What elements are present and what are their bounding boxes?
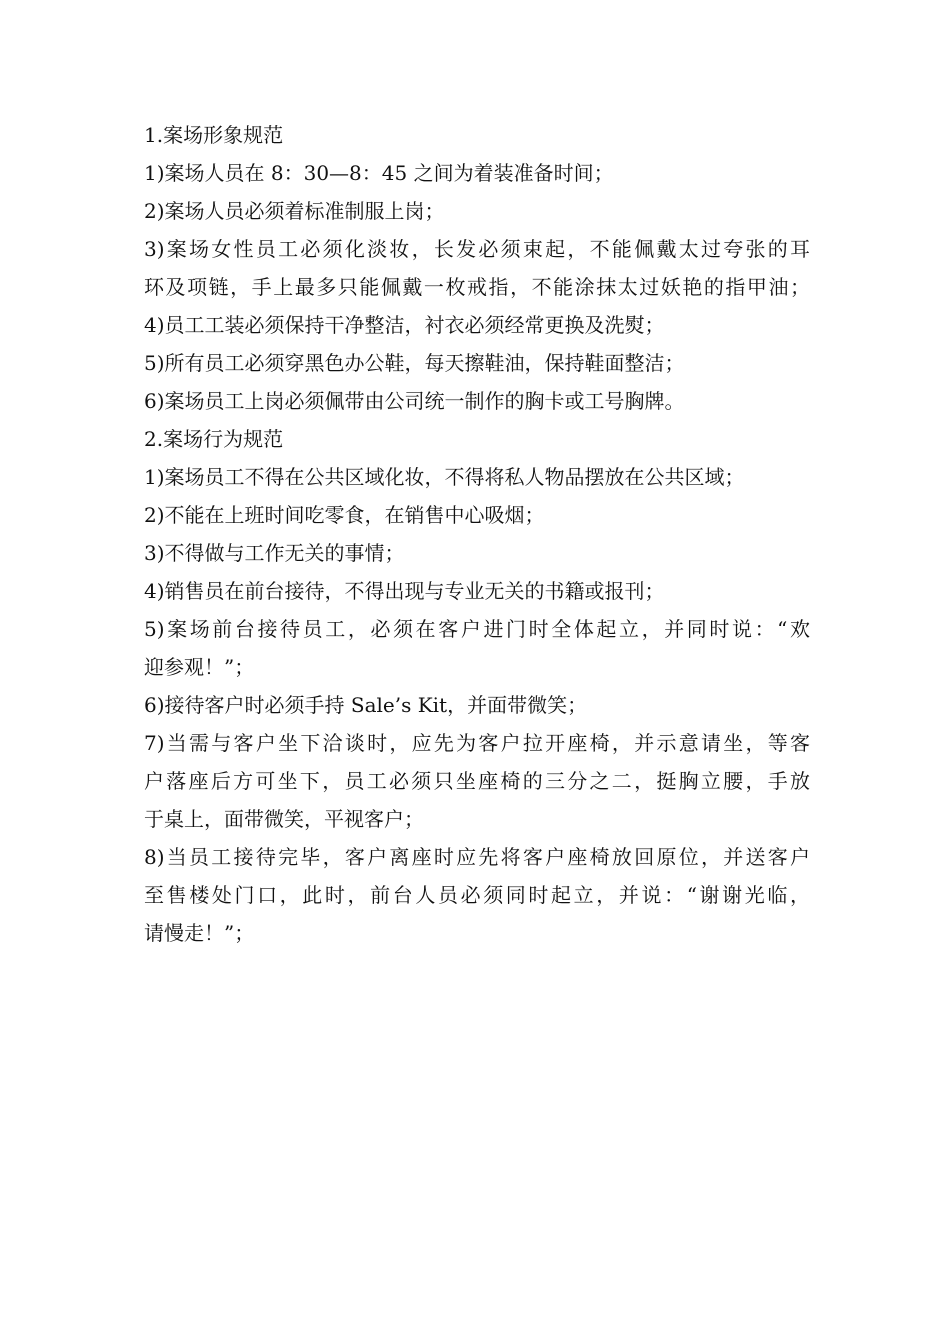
paragraph-line: 环及项链，手上最多只能佩戴一枚戒指，不能涂抹太过妖艳的指甲油； <box>144 275 810 299</box>
paragraph-line: 户落座后方可坐下，员工必须只坐座椅的三分之二，挺胸立腰，手放 <box>144 769 810 793</box>
paragraph-line: 4)员工工装必须保持干净整洁，衬衣必须经常更换及洗熨； <box>144 313 665 337</box>
paragraph-line: 至售楼处门口，此时，前台人员必须同时起立，并说：“谢谢光临， <box>144 883 810 907</box>
paragraph-line: 6)接待客户时必须手持 Sale’s Kit，并面带微笑； <box>144 693 588 717</box>
document-body <box>144 116 810 952</box>
paragraph-line: 于桌上，面带微笑，平视客户； <box>144 807 424 831</box>
paragraph-line: 7)当需与客户坐下洽谈时，应先为客户拉开座椅，并示意请坐，等客 <box>144 731 810 755</box>
paragraph-line: 1)案场员工不得在公共区域化妆，不得将私人物品摆放在公共区域； <box>144 465 745 489</box>
paragraph-line: 2)不能在上班时间吃零食，在销售中心吸烟； <box>144 503 545 527</box>
section-heading-behavior-standards: 2.案场行为规范 <box>144 427 284 451</box>
paragraph-line: 3)案场女性员工必须化淡妆，长发必须束起，不能佩戴太过夸张的耳 <box>144 237 810 261</box>
paragraph-line: 2)案场人员必须着标准制服上岗； <box>144 199 445 223</box>
paragraph-line: 迎参观！”； <box>144 655 255 679</box>
paragraph-line: 5)案场前台接待员工，必须在客户进门时全体起立，并同时说：“欢 <box>144 617 810 641</box>
paragraph-line: 3)不得做与工作无关的事情； <box>144 541 405 565</box>
paragraph-line: 8)当员工接待完毕，客户离座时应先将客户座椅放回原位，并送客户 <box>144 845 810 869</box>
paragraph-line: 请慢走！”； <box>144 921 255 945</box>
section-heading-image-standards: 1.案场形象规范 <box>144 123 284 147</box>
paragraph-line: 6)案场员工上岗必须佩带由公司统一制作的胸卡或工号胸牌。 <box>144 389 685 413</box>
paragraph-line: 1)案场人员在 8：30—8：45 之间为着装准备时间； <box>144 161 614 185</box>
paragraph-line: 4)销售员在前台接待，不得出现与专业无关的书籍或报刊； <box>144 579 665 603</box>
paragraph-line: 5)所有员工必须穿黑色办公鞋，每天擦鞋油，保持鞋面整洁； <box>144 351 685 375</box>
